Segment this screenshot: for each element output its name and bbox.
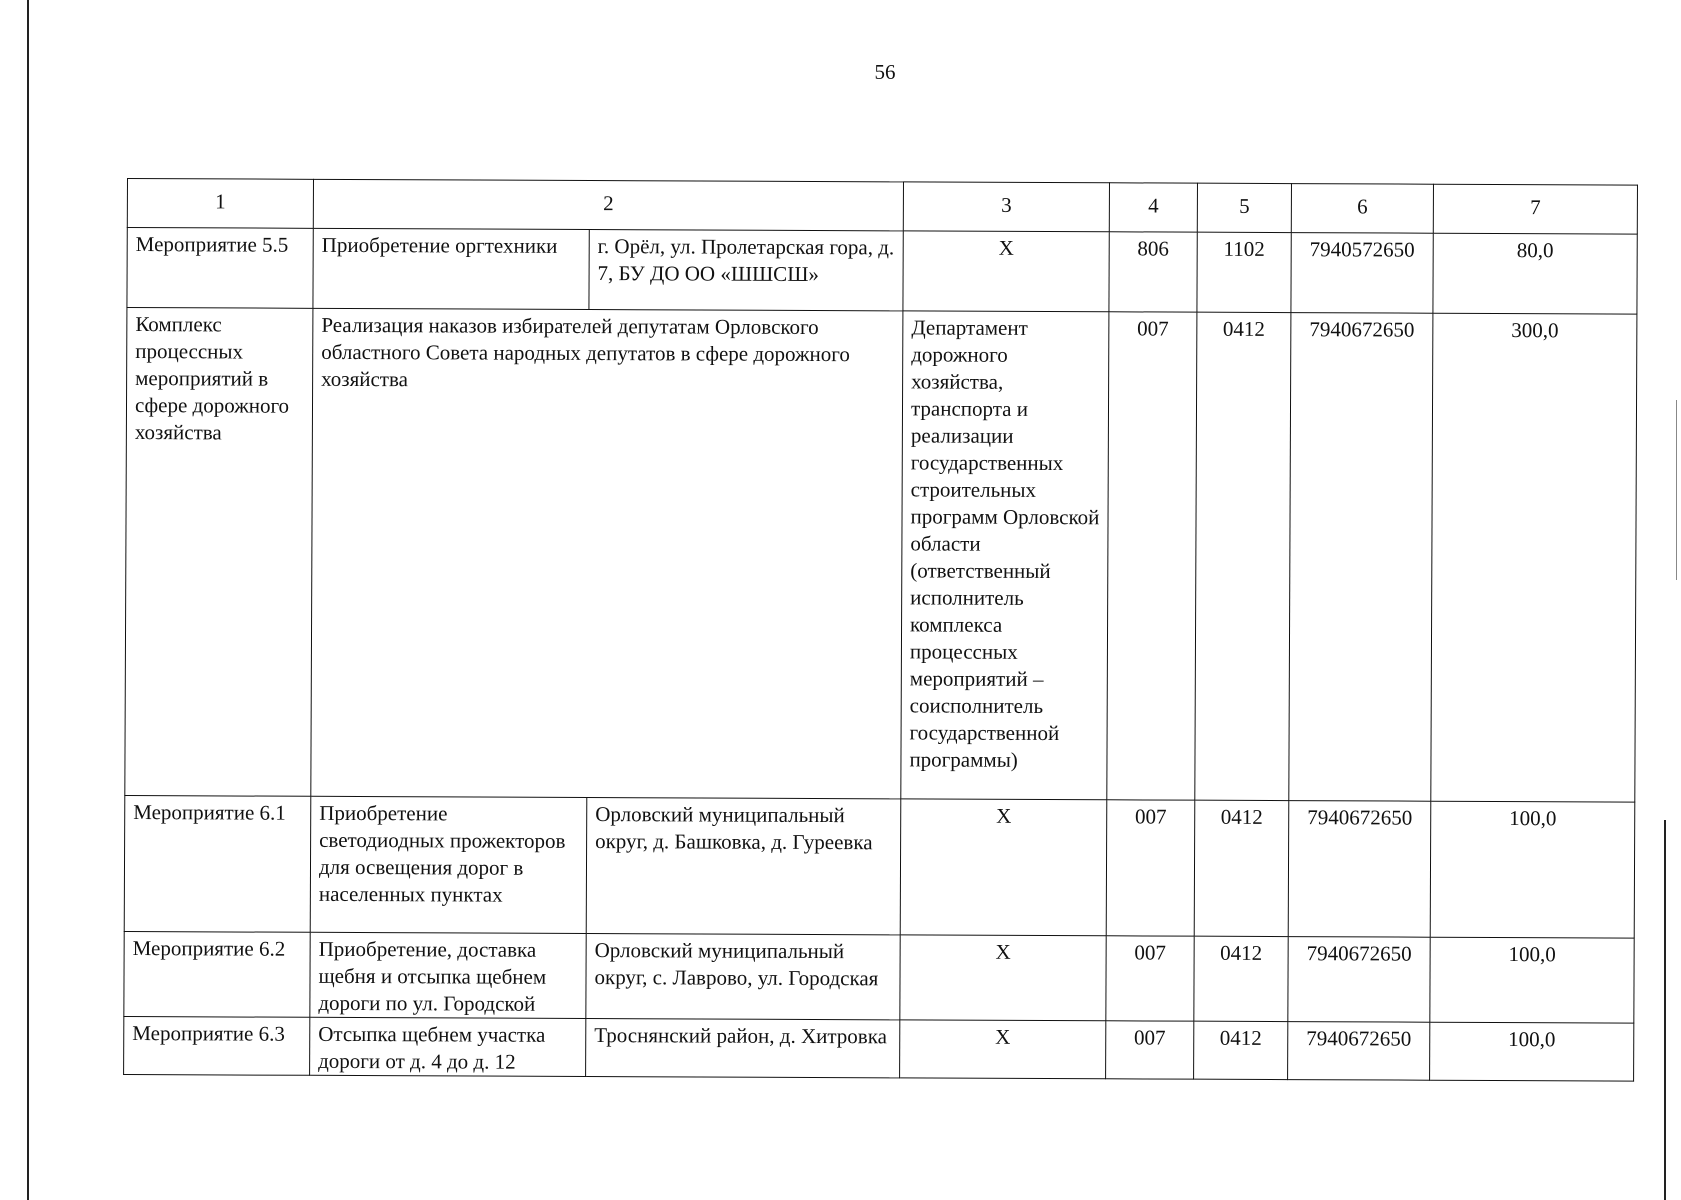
row-col4-cell: 806	[1109, 232, 1197, 312]
table-row-5-5	[127, 228, 1637, 315]
row-action-cell: Отсыпка щебнем участка дороги от д. 4 до д. 12	[310, 1017, 586, 1076]
row-col6-cell: 7940572650	[1291, 233, 1433, 314]
row-action-cell: Приобретение, доставка щебня и отсыпка щебнем дороги по ул. Городской	[310, 932, 586, 1018]
row-name-cell: Комплекс процессных мероприятий в сфере дорожного хозяйства	[125, 308, 313, 797]
row-col4-cell: 007	[1107, 312, 1197, 800]
row-name-cell: Мероприятие 6.3	[124, 1016, 310, 1075]
row-action-cell: Приобретение светодиодных прожекторов для освещения дорог в населенных пунктах	[310, 796, 587, 933]
row-name-cell: Мероприятие 6.1	[124, 795, 311, 932]
row-executor-cell: Х	[900, 1020, 1106, 1079]
page-number: 56	[874, 60, 896, 84]
header-cell-1: 1	[127, 179, 313, 229]
row-name-cell: Мероприятие 6.2	[124, 931, 310, 1017]
header-cell-7: 7	[1433, 184, 1637, 234]
row-location-cell: Орловский муниципальный округ, с. Лаврово, ул. Городская	[586, 934, 900, 1020]
header-cell-5: 5	[1197, 183, 1291, 232]
row-col4-cell: 007	[1106, 800, 1195, 936]
row-action-cell: Приобретение оргтехники	[313, 228, 589, 309]
row-location-cell: Троснянский район, д. Хитровка	[586, 1019, 900, 1078]
row-executor-cell: Департамент дорожного хозяйства, транспорта и реализации государственных строительных программ Орловской области (ответственный исполнитель комплекса процессных мероприятий – соисполнитель государственной программы)	[901, 311, 1109, 800]
table-row-complex	[125, 308, 1637, 803]
row-col7-cell: 300,0	[1431, 313, 1637, 802]
header-row	[127, 179, 1637, 235]
row-name-cell: Мероприятие 5.5	[127, 228, 313, 309]
row-col5-cell: 0412	[1194, 800, 1289, 936]
scan-edge-left	[27, 0, 29, 1200]
row-col6-cell: 7940672650	[1288, 1022, 1430, 1081]
header-cell-6: 6	[1291, 184, 1433, 234]
program-table	[123, 178, 1638, 1082]
row-executor-cell: Х	[900, 799, 1107, 936]
table-row-6-3	[124, 1016, 1634, 1081]
row-executor-cell: Х	[903, 231, 1109, 312]
row-col7-cell: 80,0	[1433, 233, 1637, 314]
table-row-6-1	[124, 795, 1635, 938]
row-description-cell: Реализация наказов избирателей депутатам Орловского областного Совета народных депутатов в сфере дорожного хозяйства	[311, 308, 903, 799]
row-col4-cell: 007	[1106, 936, 1194, 1021]
scan-mark-right	[1676, 400, 1677, 580]
header-cell-3: 3	[903, 182, 1109, 232]
row-col5-cell: 1102	[1197, 232, 1291, 312]
row-col7-cell: 100,0	[1430, 801, 1635, 938]
row-col5-cell: 0412	[1194, 936, 1288, 1021]
row-col5-cell: 0412	[1195, 312, 1291, 800]
row-col7-cell: 100,0	[1430, 1022, 1634, 1081]
header-cell-2: 2	[313, 179, 903, 231]
header-cell-4: 4	[1109, 183, 1197, 232]
row-col6-cell: 7940672650	[1288, 801, 1431, 938]
row-col7-cell: 100,0	[1430, 937, 1634, 1023]
row-col6-cell: 7940672650	[1289, 313, 1433, 802]
scan-edge-right	[1664, 820, 1666, 1200]
row-col4-cell: 007	[1106, 1021, 1194, 1079]
row-executor-cell: Х	[900, 935, 1106, 1021]
row-location-cell: Орловский муниципальный округ, д. Башковка, д. Гуреевка	[586, 798, 901, 935]
row-location-cell: г. Орёл, ул. Пролетарская гора, д. 7, БУ ДО ОО «ШШСШ»	[589, 230, 903, 311]
row-col6-cell: 7940672650	[1288, 937, 1430, 1023]
row-col5-cell: 0412	[1194, 1021, 1288, 1079]
table-row-6-2	[124, 931, 1634, 1023]
